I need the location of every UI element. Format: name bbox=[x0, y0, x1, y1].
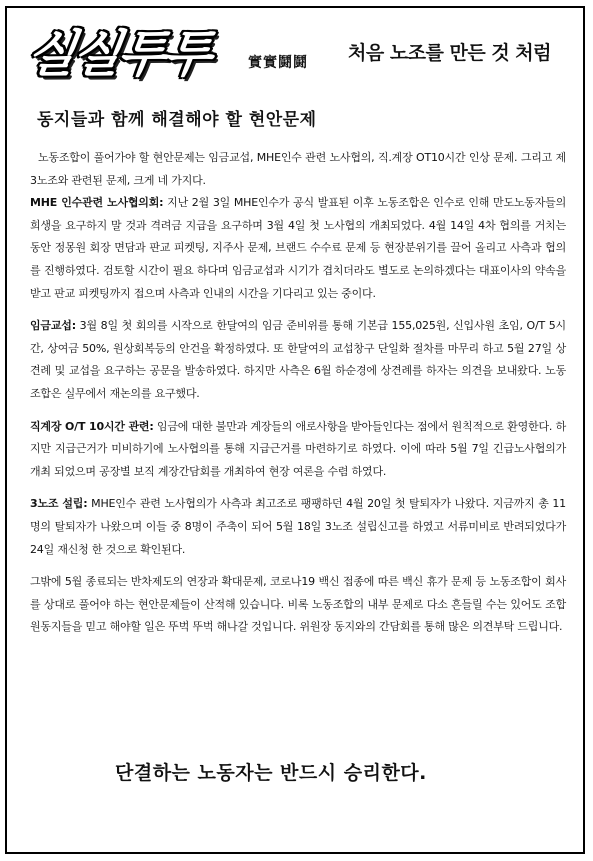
section-heading: MHE 인수관련 노사협의회: bbox=[30, 196, 164, 210]
section-wage bbox=[30, 315, 566, 405]
section-body: 지난 2월 3일 MHE인수가 공식 발표된 이후 노동조합은 인수로 인해 만도노동자들의 희생을 요구하지 말 것과 격려금 지급을 요구하며 3월 4일 첫 노사협의 개최되었다. 4월 14일 4차 협의를 거치는 동안 정몽원 회장 면담과 판교 피켓팅, 지주사 문제, 브랜드 수수료 문제 등 현장분위기를 끌어 올리고 사측과 협의를 진행하였다. 검토할 시간이 필요 하다며 임금교섭과 시기가 겹치더라도 별도로 논의하겠다는 대표이사의 약속을 받고 판교 피켓팅까지 접으며 사측과 인내의 시간을 기다리고 있는 중이다. bbox=[30, 196, 566, 300]
closing-slogan: 단결하는 노동자는 반드시 승리한다. bbox=[115, 762, 427, 784]
section-mhe bbox=[30, 192, 566, 305]
section-body: 3월 8일 첫 회의를 시작으로 한달여의 임금 준비위를 통해 기본급 155,025원, 신입사원 초임, O/T 5시간, 상여금 50%, 원상회복등의 안건을 확정하였다. 또 한달여의 교섭창구 단일화 절차를 마무리 하고 5월 27일 상견례 및 교섭을 요구하는 공문을 발송하였다. 하지만 사측은 6월 하순경에 상견례를 하자는 의견을 보내왔다. 노동조합은 실무에서 재논의를 요구했다. bbox=[30, 319, 566, 400]
logo-hanja: 實實鬪鬪 bbox=[248, 55, 308, 71]
section-body: MHE인수 관련 노사협의가 사측과 최고조로 팽팽하던 4월 20일 첫 탈퇴자가 나왔다. 지금까지 총 11명의 탈퇴자가 나왔으며 이들 중 8명이 주축이 되어 5월 18일 3노조 설립신고를 하였고 서류미비로 반려되었다가 24일 재신청 한 것으로 확인된다. bbox=[30, 497, 566, 556]
slogan: 처음 노조를 만든 것 처럼 bbox=[348, 42, 551, 64]
conclusion-paragraph: 그밖에 5월 종료되는 반차제도의 연장과 확대문제, 코로나19 백신 접종에 따른 백신 휴가 문제 등 노동조합이 회사를 상대로 풀어야 하는 현안문제들이 산적해 있습니다. 비록 노동조합의 내부 문제로 다소 흔들릴 수는 있어도 조합원동지들을 믿고 해야할 일은 뚜벅 뚜벅 해나갈 것입니다. 위원장 동지와의 간담회를 통해 많은 의견부탁 드립니다. bbox=[30, 575, 566, 634]
section-heading: 직계장 O/T 10시간 관련: bbox=[30, 419, 154, 433]
section-heading: 3노조 설립: bbox=[30, 497, 88, 511]
logo: 실실투투 bbox=[23, 25, 213, 83]
intro-paragraph: 노동조합이 풀어가야 할 현안문제는 임금교섭, MHE인수 관련 노사협의, 직.계장 OT10시간 인상 문제. 그리고 제3노조와 관련된 문제, 크게 네 가지다. bbox=[30, 151, 566, 187]
masthead bbox=[8, 14, 582, 86]
section-heading: 임금교섭: bbox=[30, 319, 76, 333]
article-body bbox=[30, 147, 566, 639]
section-overtime bbox=[30, 416, 566, 484]
section-third-union bbox=[30, 493, 566, 561]
page-title: 동지들과 함께 해결해야 할 현안문제 bbox=[37, 110, 317, 130]
section-body: 임금에 대한 불만과 계장들의 애로사항을 받아들인다는 점에서 원칙적으로 환영한다. 하지만 지급근거가 미비하기에 노사협의를 통해 지급근거를 마련하기로 하였다. 이에 따라 5월 7일 긴급노사협의가 개최 되었으며 공장별 보직 계장간담회를 개최하여 현장 여론을 수렴 하였다. bbox=[30, 419, 566, 478]
